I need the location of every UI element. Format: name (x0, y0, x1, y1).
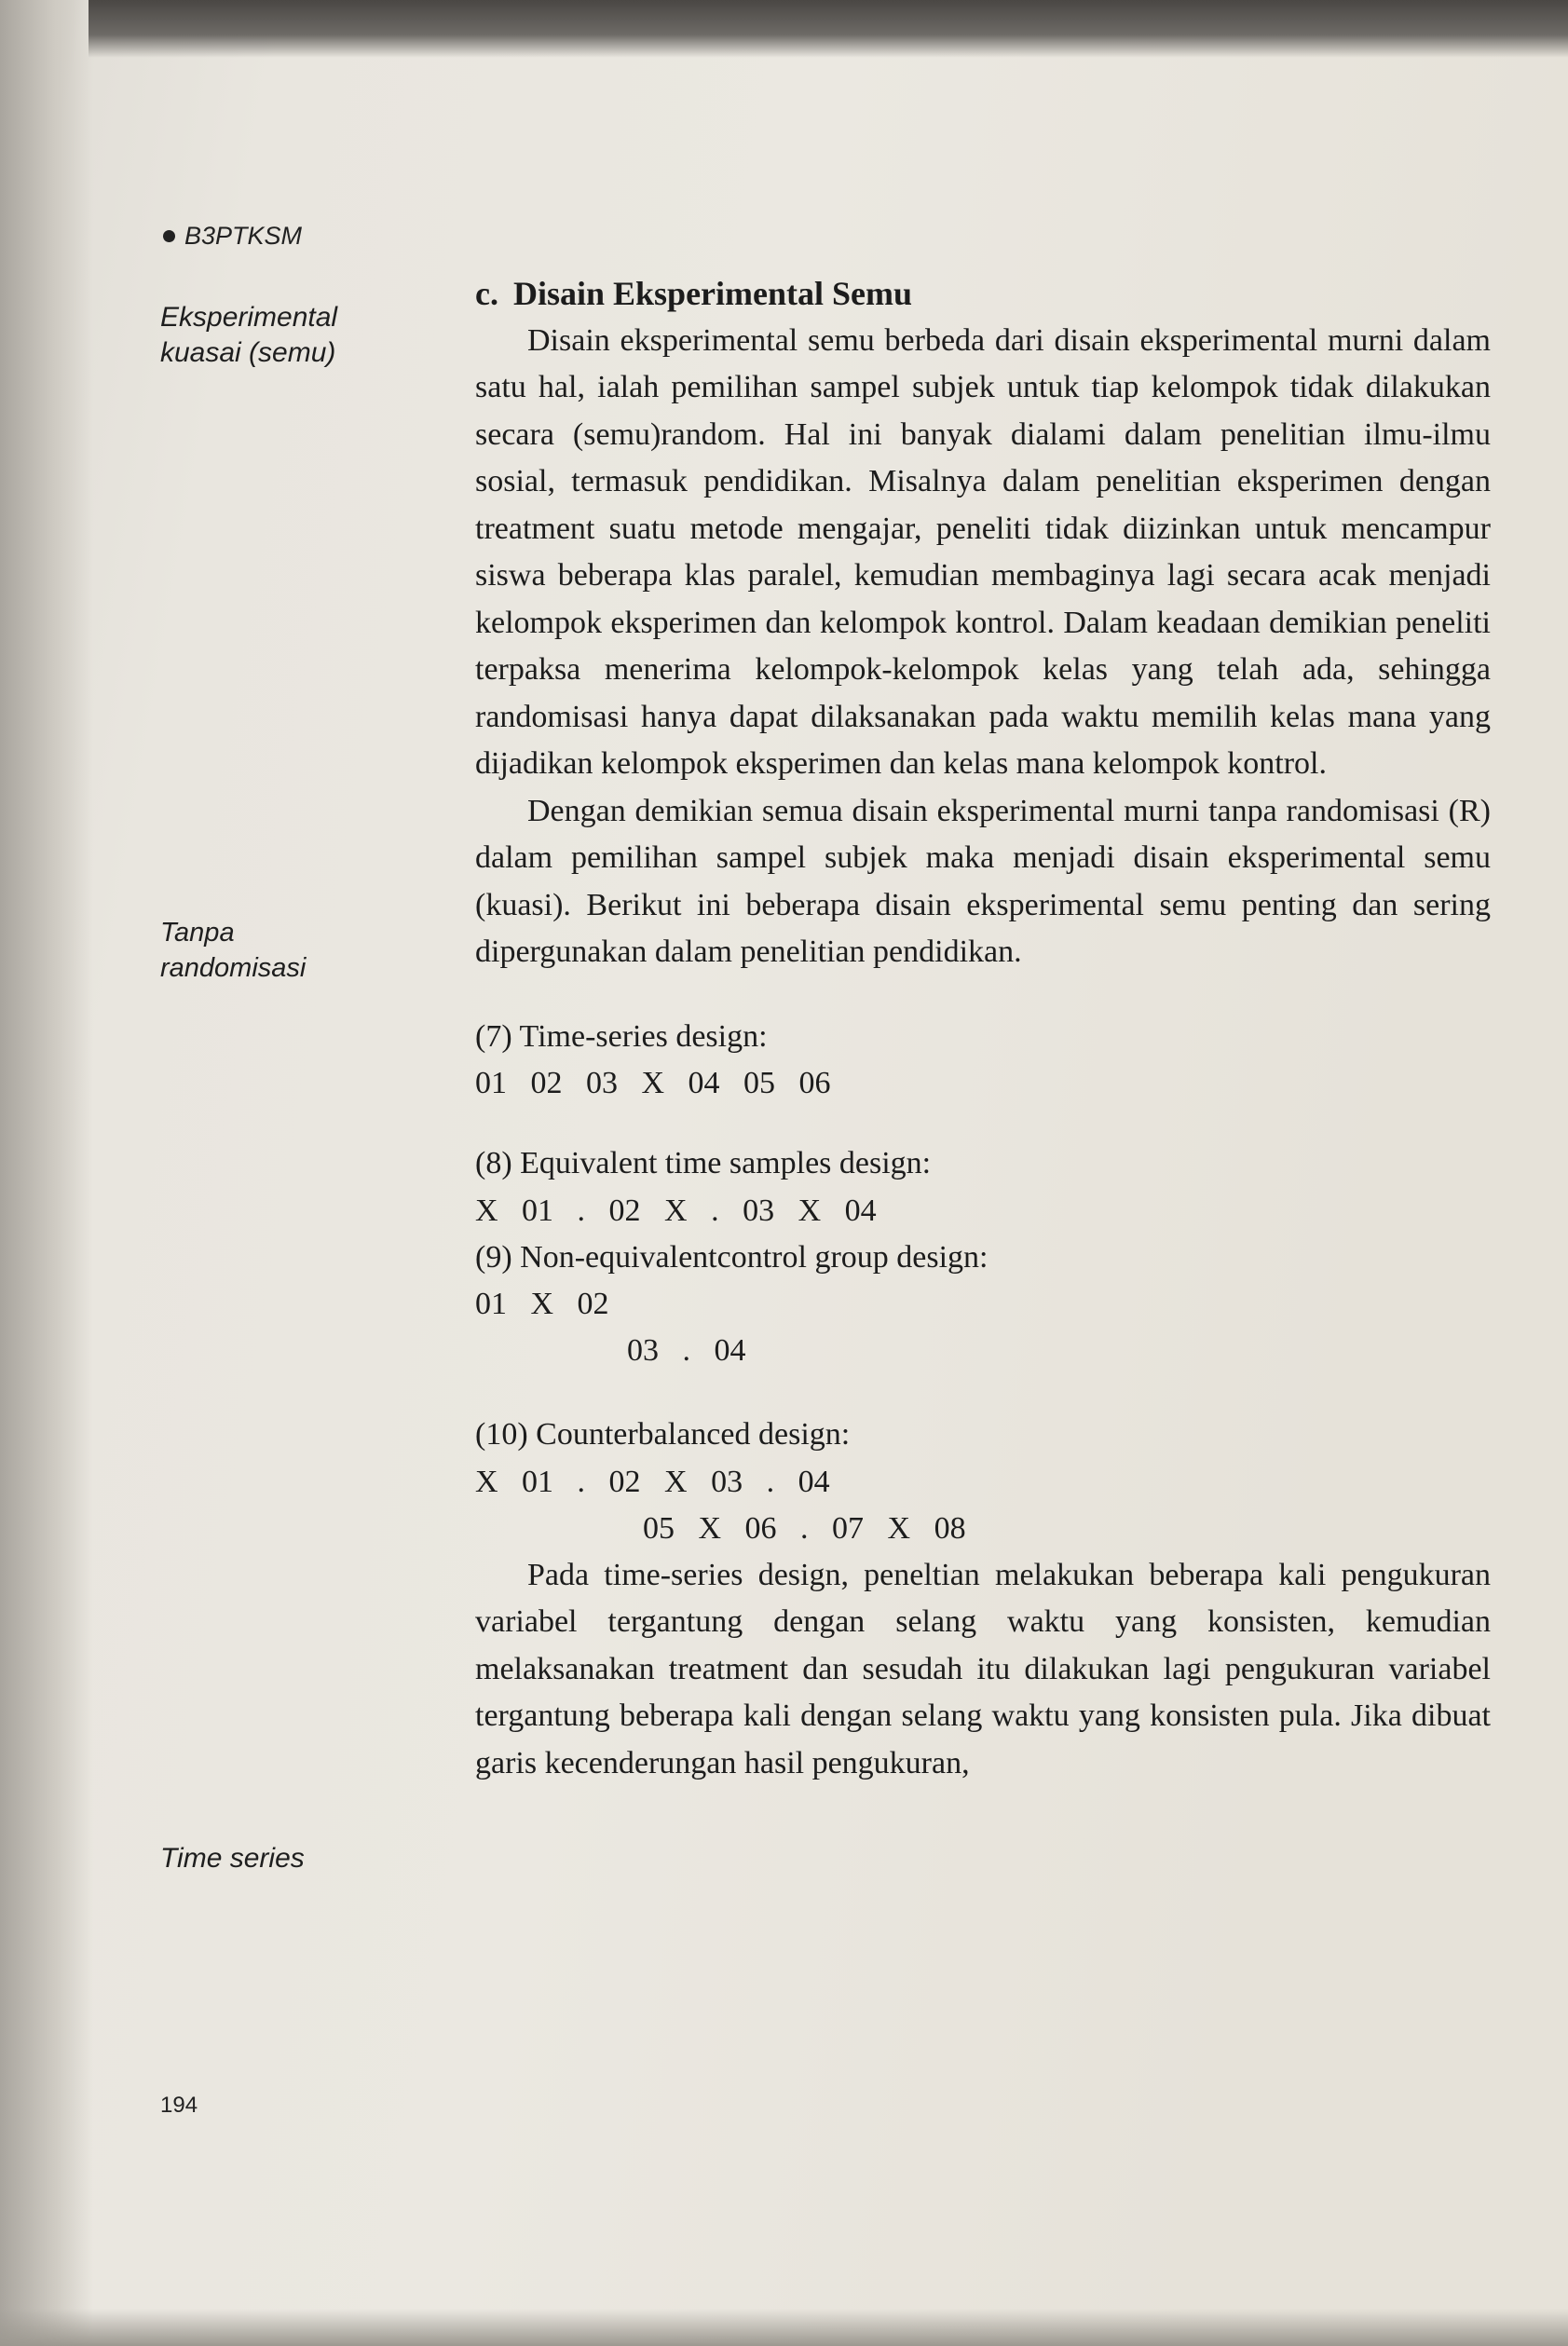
design-title-8: (8) Equivalent time samples design: (475, 1146, 932, 1180)
main-text (475, 270, 1491, 1787)
formula-counterbalanced-line-1: X 01 . 02 X 03 . 04 (475, 1464, 830, 1499)
page-gutter (0, 0, 93, 2346)
page-number: 194 (160, 2093, 198, 2118)
paragraph-3: Pada time-series design, peneltian melakukan beberapa kali pengukuran variabel tergantung dengan selang waktu yang konsisten, kemudian melaksanakan treatment dan sesudah itu dilakukan lagi pengukuran variabel tergantung beberapa kali dengan selang waktu yang konsisten pula. Jika dibuat garis kecenderungan hasil pengukuran, (475, 1557, 1491, 1780)
margin-note-time-series: Time series (160, 1843, 305, 1874)
formula-counterbalanced-line-2: 05 X 06 . 07 X 08 (627, 1510, 966, 1546)
margin-note-eksperimental: Eksperimental kuasai (semu) (160, 302, 338, 368)
bottom-shadow (0, 2309, 1568, 2346)
margin-note-tanpa-randomisasi: Tanpa randomisasi (160, 918, 307, 983)
paragraph-2: Dengan demikian semua disain eksperimental murni tanpa randomisasi (R) dalam pemilihan sampel subjek maka menjadi disain eksperimental semu (kuasi). Berikut ini beberapa disain eksperimental semu penting dan sering dipergunakan dalam penelitian pendidikan. (475, 793, 1491, 969)
bullet-icon (163, 230, 175, 242)
section-letter: c. (475, 275, 498, 312)
formula-equivalent-time-samples: X 01 . 02 X . 03 X 04 (475, 1193, 877, 1228)
formula-non-equivalent-line-2: 03 . 04 (627, 1333, 746, 1368)
section-title: Disain Eksperimental Semu (512, 275, 913, 312)
paragraph-1: Disain eksperimental semu berbeda dari disain eksperimental murni dalam satu hal, ialah pemilihan sampel subjek untuk tiap kelompok tidak dilakukan secara (semu)random. Hal ini banyak dialami dalam penelitian ilmu-ilmu sosial, termasuk pendidikan. Misalnya dalam penelitian eksperimen dengan treatment suatu metode mengajar, peneliti tidak diizinkan untuk mencampur siswa beberapa klas paralel, kemudian membaginya lagi secara acak menjadi kelompok eksperimen dan kelompok kontrol. Dalam keadaan demikian peneliti terpaksa menerima kelompok-kelompok kelas yang telah ada, sehingga randomisasi hanya dapat dilaksanakan pada waktu memilih kelas mana yang dijadikan kelompok eksperimen dan kelas mana kelompok kontrol. (475, 322, 1491, 781)
design-title-10: (10) Counterbalanced design: (475, 1417, 851, 1452)
top-shadow (89, 0, 1568, 58)
design-title-9: (9) Non-equivalentcontrol group design: (475, 1239, 989, 1275)
running-header (163, 222, 302, 251)
design-title-7: (7) Time-series design: (475, 1018, 768, 1054)
section-heading (475, 270, 1491, 318)
formula-non-equivalent-line-1: 01 X 02 (475, 1287, 609, 1321)
header-label: B3PTKSM (184, 222, 303, 250)
formula-time-series: 01 02 03 X 04 05 06 (475, 1066, 831, 1100)
